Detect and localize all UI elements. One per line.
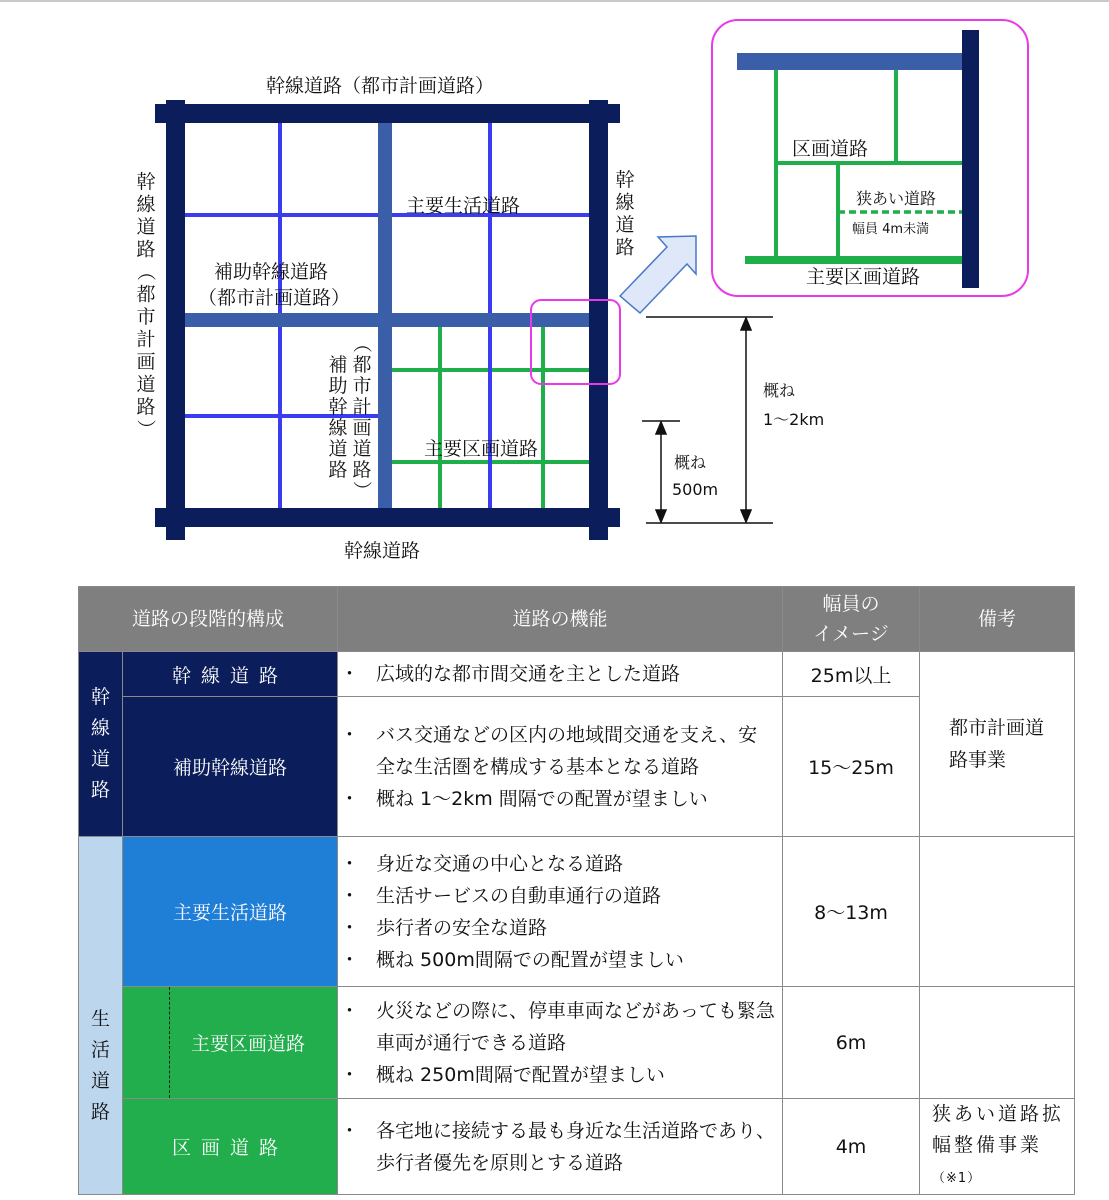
right-kansen-label xyxy=(615,169,634,259)
note-empty xyxy=(920,987,1075,1099)
header-function: 道路の機能 xyxy=(338,587,783,652)
row-name-hojo: 補助幹線道路 xyxy=(123,697,338,837)
row-width-shuyo-seikatsu: 8～13m xyxy=(783,837,920,987)
svg-text:）: ） xyxy=(350,480,373,500)
svg-text:画: 画 xyxy=(136,351,156,373)
row-function-shuyo-seikatsu: ・ 身近な交通の中心となる道路 ・ 生活サービスの自動車通行の道路 ・ 歩行者の安全な道路 ・ 概ね 500m間隔での配置が望ましい xyxy=(338,837,783,987)
svg-text:助: 助 xyxy=(328,375,348,397)
svg-text:道: 道 xyxy=(136,216,156,238)
svg-text:幹: 幹 xyxy=(615,169,635,191)
inset-shuyo-kukaku-label: 主要区画道路 xyxy=(806,266,921,288)
dim-inner-line1: 概ね xyxy=(674,453,707,472)
svg-text:幹: 幹 xyxy=(136,171,156,193)
road-network-diagram xyxy=(0,0,1109,580)
svg-text:都: 都 xyxy=(136,283,156,306)
table-row xyxy=(79,987,1075,1099)
shuyo-kukaku-grid xyxy=(388,322,600,512)
svg-text:都: 都 xyxy=(352,354,372,376)
svg-text:道: 道 xyxy=(136,373,156,396)
shuyo-seikatsu-label: 主要生活道路 xyxy=(406,195,521,217)
header-note: 備考 xyxy=(920,587,1075,652)
svg-text:幹: 幹 xyxy=(328,396,348,418)
top-kansen-label: 幹線道路（都市計画道路） xyxy=(266,75,495,97)
row-name-kukaku: 区画道路 xyxy=(123,1099,338,1195)
hojo-label-line2: （都市計画道路） xyxy=(198,287,351,309)
row-width-kukaku: 4m xyxy=(783,1099,920,1195)
svg-text:線: 線 xyxy=(136,193,156,216)
category-kansen: 幹線道路 xyxy=(79,652,123,837)
bottom-kansen-label: 幹線道路 xyxy=(344,540,421,562)
inset-kukaku-label: 区画道路 xyxy=(792,138,869,160)
dim-outer-line2: 1～2km xyxy=(763,410,825,429)
svg-text:線: 線 xyxy=(328,417,348,439)
svg-text:画: 画 xyxy=(352,417,372,439)
row-name-shuyo-kukaku: 主要区画道路 xyxy=(123,987,338,1099)
header-width: 幅員の イメージ xyxy=(783,587,920,652)
svg-text:道: 道 xyxy=(352,438,372,460)
svg-text:）: ） xyxy=(134,419,157,439)
svg-text:路: 路 xyxy=(136,238,156,261)
row-width-hojo: 15～25m xyxy=(783,697,920,837)
note-toshi-keikaku: 都市計画道路事業 xyxy=(920,652,1075,837)
road-hierarchy-table xyxy=(78,586,1075,1195)
table-header-row xyxy=(79,587,1075,652)
table-row xyxy=(79,1099,1075,1195)
row-function-kansen: ・ 広域的な都市間交通を主とした道路 xyxy=(338,652,783,697)
svg-text:路: 路 xyxy=(136,396,156,418)
svg-text:路: 路 xyxy=(352,459,372,481)
svg-text:路: 路 xyxy=(615,236,635,259)
svg-text:道: 道 xyxy=(328,438,348,460)
svg-text:市: 市 xyxy=(352,375,372,397)
svg-text:市: 市 xyxy=(136,306,156,328)
left-kansen-label xyxy=(134,171,156,438)
dim-outer-line1: 概ね xyxy=(763,381,796,400)
svg-text:路: 路 xyxy=(328,459,348,481)
svg-text:（: （ xyxy=(350,333,373,353)
svg-text:線: 線 xyxy=(615,191,635,214)
category-seikatsu: 生活道路 xyxy=(79,837,123,1195)
svg-text:計: 計 xyxy=(352,396,372,418)
row-width-kansen: 25m以上 xyxy=(783,652,920,697)
inset-kyoai-label: 狭あい道路 xyxy=(856,189,937,208)
table-row xyxy=(79,837,1075,987)
table-row xyxy=(79,652,1075,697)
dim-inner-line2: 500m xyxy=(672,480,719,499)
row-width-shuyo-kukaku: 6m xyxy=(783,987,920,1099)
row-function-kukaku: ・ 各宅地に接続する最も身近な生活道路であり、歩行者優先を原則とする道路 xyxy=(338,1099,783,1195)
svg-text:道: 道 xyxy=(615,214,635,236)
inset-panel xyxy=(712,20,1028,296)
note-kyoai-kakufuku: 狭あい道路拡幅整備事業（※1） xyxy=(920,1099,1075,1195)
shuyo-kukaku-label: 主要区画道路 xyxy=(424,438,539,460)
row-name-kansen: 幹線道路 xyxy=(123,652,338,697)
header-composition: 道路の段階的構成 xyxy=(79,587,338,652)
svg-text:補: 補 xyxy=(328,354,348,376)
row-name-shuyo-seikatsu: 主要生活道路 xyxy=(123,837,338,987)
note-empty xyxy=(920,837,1075,987)
svg-text:計: 計 xyxy=(136,328,156,351)
row-function-shuyo-kukaku: ・ 火災などの際に、停車車両などがあっても緊急車両が通行できる道路 ・ 概ね 250m間隔で配置が望ましい xyxy=(338,987,783,1099)
row-function-hojo: ・ バス交通などの区内の地域間交通を支え、安全な生活圏を構成する基本となる道路 ・ 概ね 1～2km 間隔での配置が望ましい xyxy=(338,697,783,837)
hojo-label-line1: 補助幹線道路 xyxy=(214,261,329,283)
inset-kyoai-note: 幅員 4m未満 xyxy=(852,222,930,237)
svg-text:（: （ xyxy=(134,261,157,281)
